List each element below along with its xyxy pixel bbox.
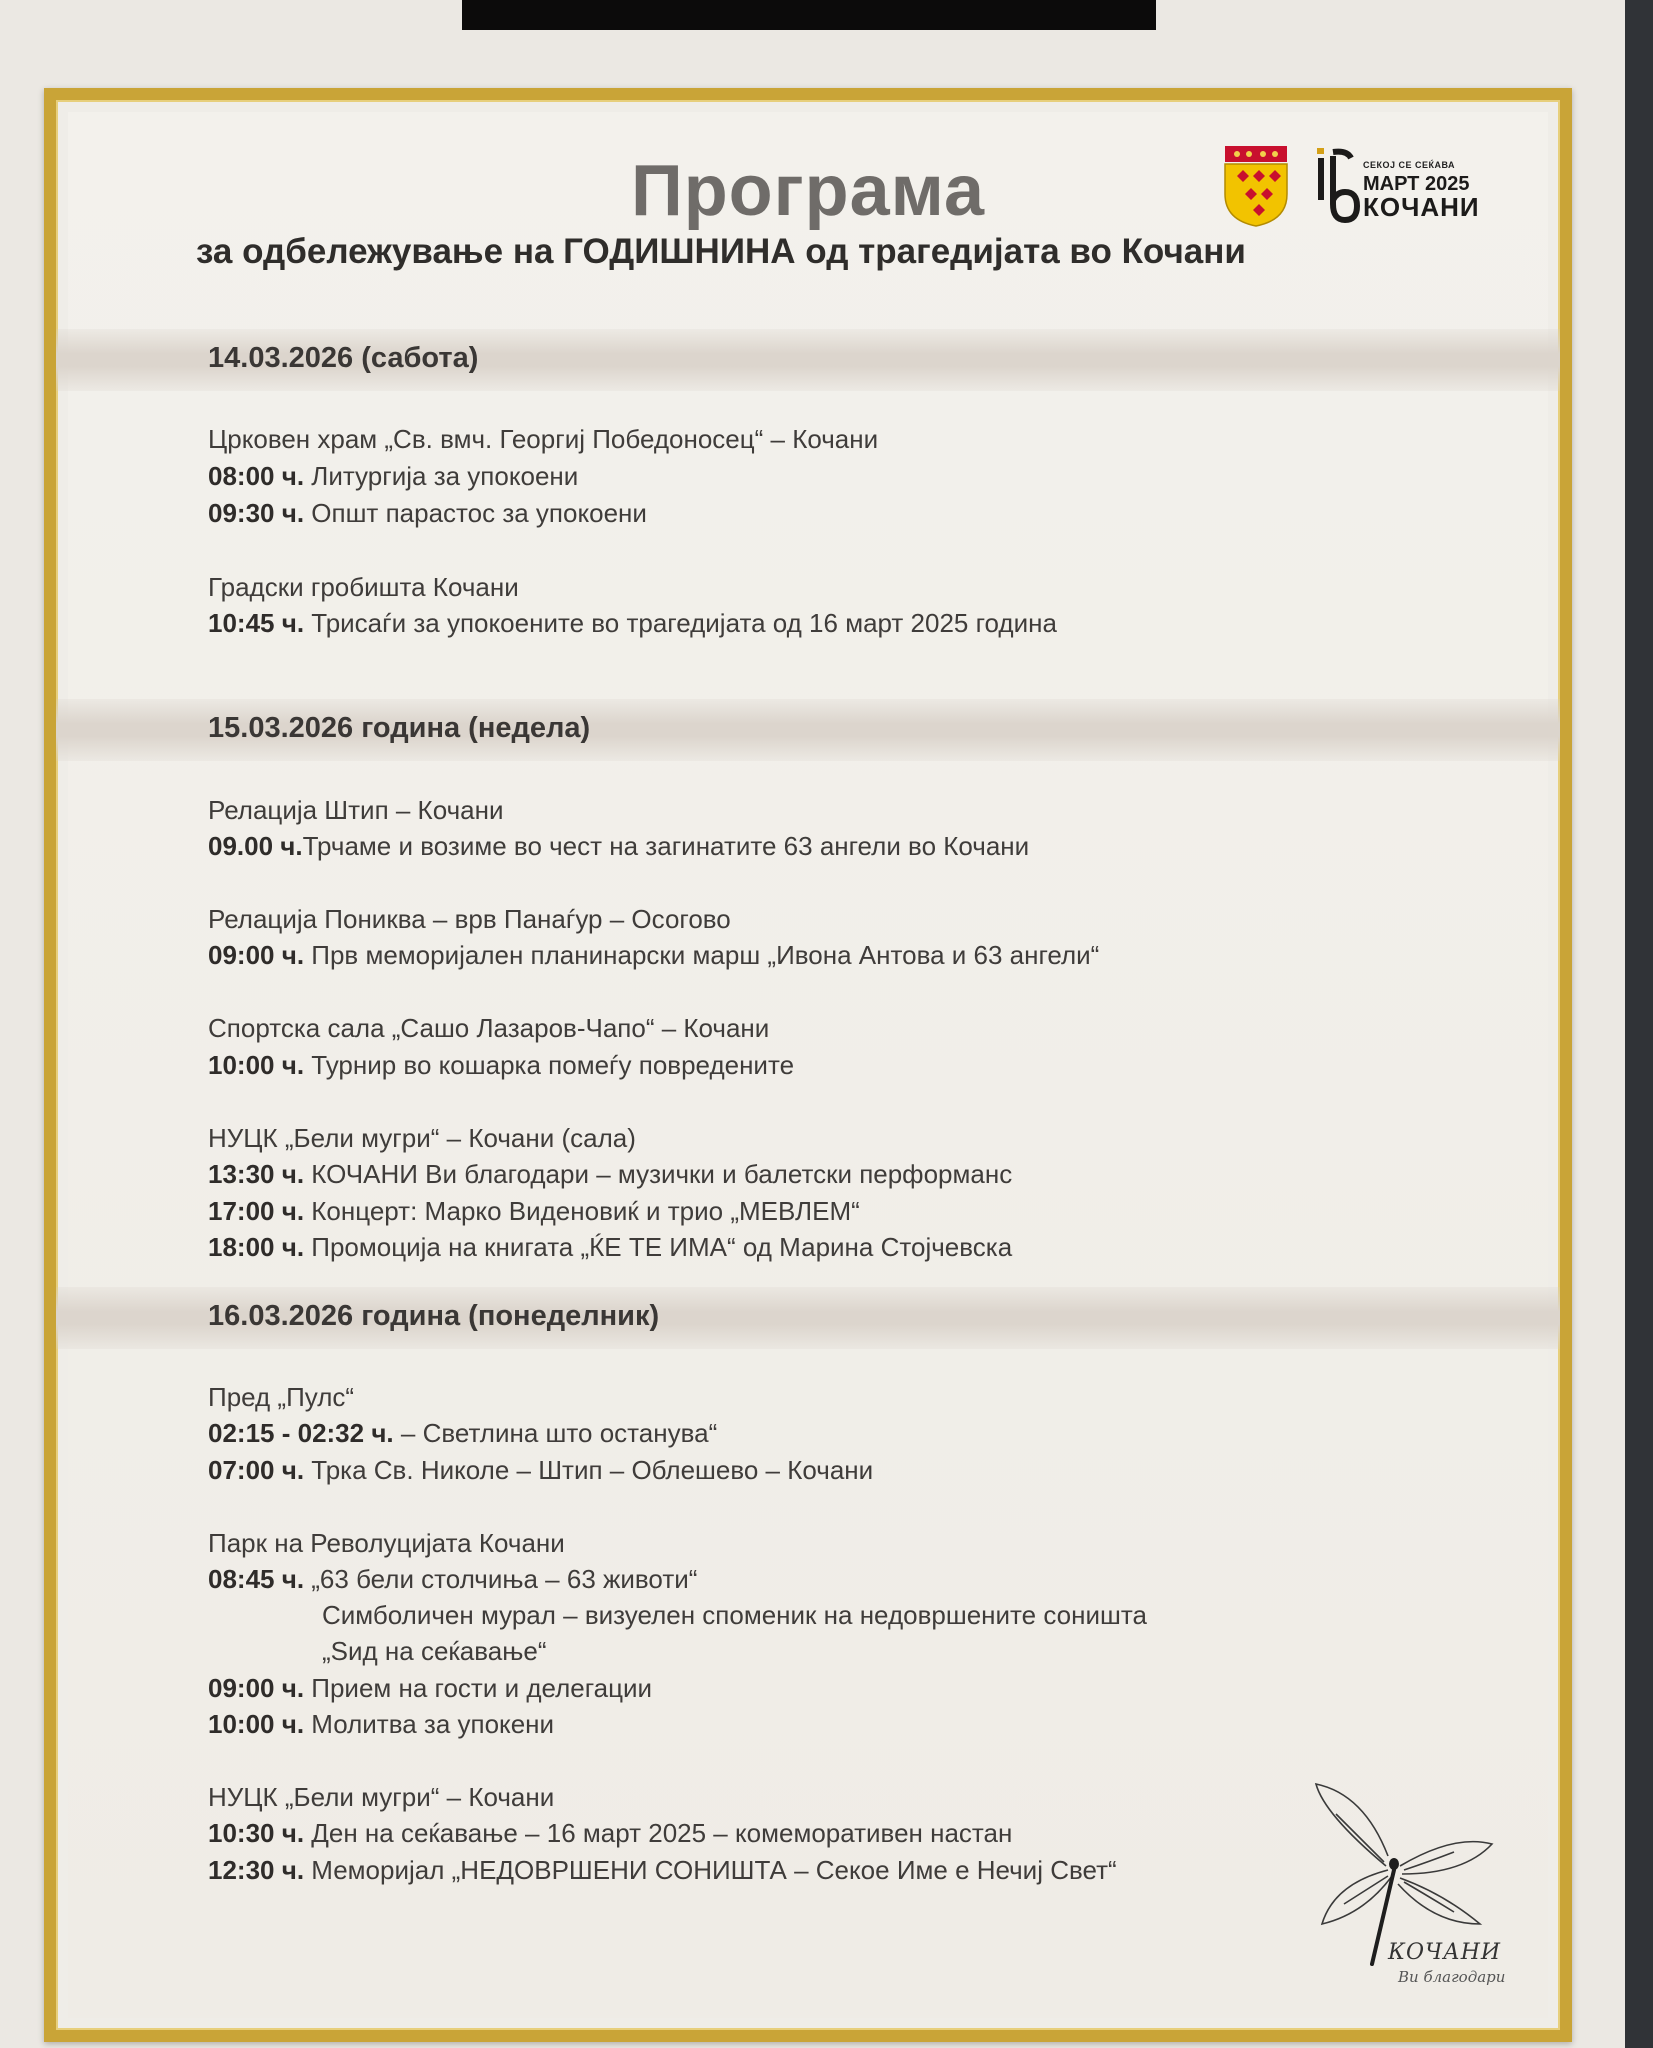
event-text: Меморијал „НЕДОВРШЕНИ СОНИШТА – Секое Име е Нечиј Свет“ — [304, 1855, 1117, 1885]
event-line — [208, 498, 647, 529]
day-header-3 — [56, 1287, 1560, 1349]
right-edge-strip — [1625, 0, 1653, 2048]
event-line — [208, 940, 1099, 971]
event-text: Концерт: Марко Виденовиќ и трио „МЕВЛЕМ“ — [304, 1196, 860, 1226]
venue: Спортска сала „Сашо Лазаров-Чапо“ – Кочани — [208, 1013, 770, 1043]
event-line — [208, 1418, 717, 1449]
signature-line2: Ви благодари — [1398, 1968, 1506, 1986]
event-text: Промоција на книгата „ЌЕ ТЕ ИМА“ од Марина Стојчевска — [304, 1232, 1013, 1262]
event-time: 18:00 ч. — [208, 1232, 305, 1262]
event-time: 09:00 ч. — [208, 1673, 305, 1703]
logos — [1223, 140, 1523, 240]
event-text: Симболичен мурал – визуелен споменик на недовршените соништа — [322, 1600, 1147, 1630]
event-line — [208, 1564, 697, 1595]
event-text: Прв меморијален планинарски марш „Ивона Антова и 63 ангели“ — [304, 940, 1100, 970]
event-time: 13:30 ч. — [208, 1159, 305, 1189]
event-line — [208, 1232, 1012, 1263]
signature-line1: КОЧАНИ — [1388, 1940, 1502, 1965]
event-time: 08:45 ч. — [208, 1564, 305, 1594]
event-time: 17:00 ч. — [208, 1196, 305, 1226]
event-text: Трчаме и возиме во чест на загинатите 63 ангели во Кочани — [302, 831, 1030, 861]
venue: НУЦК „Бели мугри“ – Кочани (сала) — [208, 1123, 636, 1153]
event-text: Ден на сеќавање – 16 март 2025 – комеморативен настан — [304, 1818, 1013, 1848]
event-time: 10:00 ч. — [208, 1050, 305, 1080]
brand-small-text: СЕКОЈ СЕ СЕЌАВА — [1363, 160, 1456, 170]
top-banner — [462, 0, 1156, 30]
event-time: 09:30 ч. — [208, 498, 305, 528]
event-text: „Ѕид на сеќавање“ — [322, 1636, 547, 1666]
brand-line1: МАРТ 2025 — [1363, 173, 1470, 195]
event-text: КОЧАНИ Ви благодари – музички и балетски перформанс — [304, 1159, 1013, 1189]
venue: Градски гробишта Кочани — [208, 572, 519, 602]
venue: НУЦК „Бели мугри“ – Кочани — [208, 1782, 555, 1812]
venue: Црковен храм „Св. вмч. Георгиј Победоносец“ – Кочани — [208, 424, 879, 454]
event-line — [208, 1818, 1012, 1849]
event-line — [208, 1709, 554, 1740]
program-sheet — [68, 112, 1548, 2018]
number-16-icon — [1311, 142, 1361, 228]
venue: Парк на Револуцијата Кочани — [208, 1528, 565, 1558]
program-frame — [44, 88, 1572, 2042]
event-text: Трка Св. Николе – Штип – Облешево – Кочани — [304, 1455, 874, 1485]
day-header-1 — [56, 329, 1560, 391]
event-time: 08:00 ч. — [208, 461, 305, 491]
event-time: 12:30 ч. — [208, 1855, 305, 1885]
event-line — [208, 608, 1057, 639]
event-text: Прием на гости и делегации — [304, 1673, 653, 1703]
event-text: Литургија за упокоени — [304, 461, 579, 491]
brand-line2: КОЧАНИ — [1363, 192, 1480, 222]
kochani-coat-of-arms-icon — [1223, 144, 1289, 228]
event-text: Општ парастос за упокоени — [304, 498, 647, 528]
day-header-2 — [56, 699, 1560, 761]
day-date: 15.03.2026 година (недела) — [208, 712, 591, 744]
day-date: 14.03.2026 (сабота) — [208, 342, 479, 374]
event-line — [208, 1050, 794, 1081]
event-time: 09.00 ч. — [208, 831, 303, 861]
event-line — [208, 1196, 860, 1227]
event-line — [208, 1455, 873, 1486]
event-text: – Светлина што останува“ — [393, 1418, 718, 1448]
event-time: 09:00 ч. — [208, 940, 305, 970]
event-time: 10:30 ч. — [208, 1818, 305, 1848]
page-subtitle: за одбележување на ГОДИШНИНА од трагедијата во Кочани — [196, 232, 1246, 271]
event-text: Турнир во кошарка помеѓу повредените — [304, 1050, 795, 1080]
venue: Релација Пониква – врв Панаѓур – Осогово — [208, 904, 731, 934]
event-line — [208, 461, 578, 492]
event-time: 02:15 - 02:32 ч. — [208, 1418, 394, 1448]
event-line — [208, 1673, 652, 1704]
event-text: „63 бели столчиња – 63 животи“ — [304, 1564, 698, 1594]
event-line — [208, 831, 1029, 862]
memorial-brand-logo — [1311, 140, 1511, 236]
event-line — [322, 1636, 546, 1667]
event-line — [322, 1600, 1147, 1631]
event-time: 10:45 ч. — [208, 608, 305, 638]
event-text: Молитва за упокени — [304, 1709, 555, 1739]
venue: Пред „Пулс“ — [208, 1382, 355, 1412]
event-text: Трисаѓи за упокоените во трагедијата од 16 март 2025 година — [304, 608, 1057, 638]
page-title: Програма — [630, 151, 986, 231]
event-time: 10:00 ч. — [208, 1709, 305, 1739]
venue: Релација Штип – Кочани — [208, 795, 504, 825]
event-line — [208, 1159, 1012, 1190]
event-time: 07:00 ч. — [208, 1455, 305, 1485]
event-line — [208, 1855, 1117, 1886]
day-date: 16.03.2026 година (понеделник) — [208, 1300, 660, 1332]
